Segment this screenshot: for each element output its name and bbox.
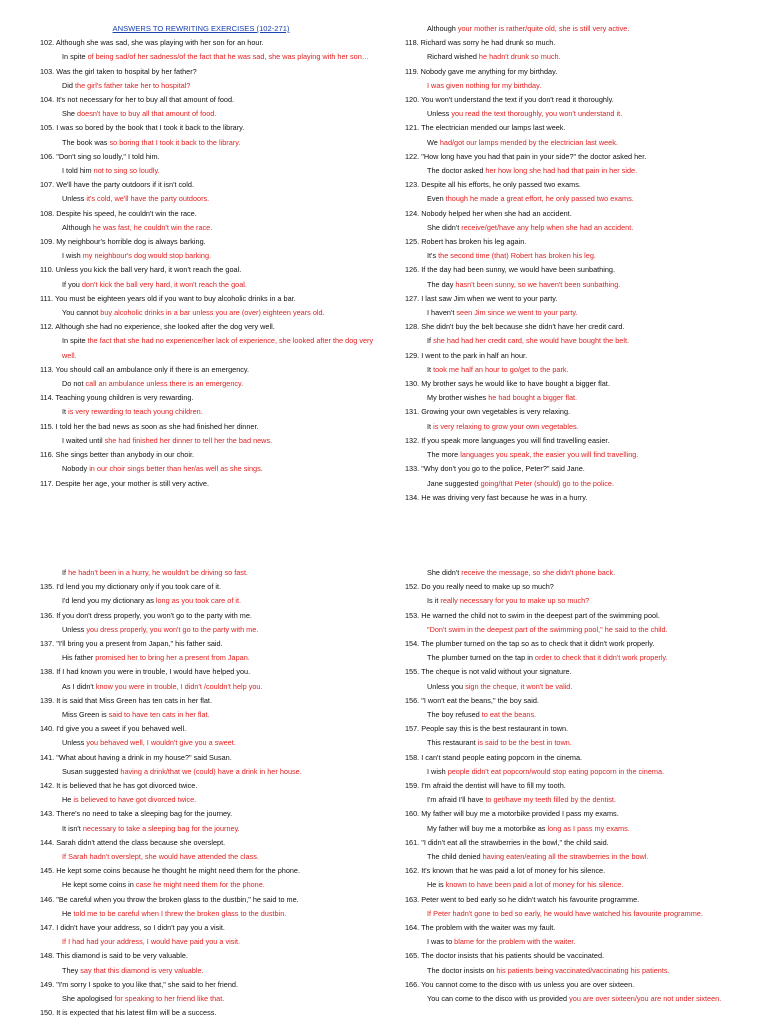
answer-text: told me to be careful when I threw the broken glass to the dustbin.: [73, 908, 287, 918]
exercise-answer: Susan suggested having a drink/that we (could) have a drink in her house.: [62, 766, 302, 776]
exercise-answer: She didn't receive the message, so she didn't phone back.: [427, 568, 616, 577]
left-column-top: [40, 22, 375, 491]
exercise-question: 165. The doctor insists that his patients should be vaccinated.: [405, 951, 605, 961]
exercise-question: 105. I was so bored by the book that I took it back to the library.: [40, 123, 245, 133]
exercise-question: 120. You won't understand the text if you don't read it thoroughly.: [405, 95, 614, 105]
answer-text: in our choir sings better than her/as well as she sings.: [89, 464, 263, 474]
exercise-question: 150. It is expected that his latest film will be a success.: [40, 1008, 217, 1018]
answer-text: long as I pass my exams.: [547, 823, 630, 833]
exercise-answer: I waited until she had finished her dinner to tell her the bad news.: [62, 435, 273, 445]
exercise-answer: His father promised her to bring her a present from Japan.: [62, 653, 250, 663]
exercise-answer: Although he was fast, he couldn't win the race.: [62, 222, 213, 232]
exercise-question: 141. "What about having a drink in my house?" said Susan.: [40, 752, 232, 762]
answer-text: having eaten/eating all the strawberries in the bowl.: [482, 852, 649, 862]
left-column-bottom: [40, 566, 380, 1021]
exercise-question: 108. Despite his speed, he couldn't win the race.: [40, 208, 197, 218]
exercise-question: 123. Despite all his efforts, he only passed two exams.: [405, 180, 581, 190]
exercise-answer: The doctor asked her how long she had had that pain in her side.: [427, 166, 638, 176]
exercise-answer: You can come to the disco with us provided you are over sixteen/you are not under sixteen.: [427, 994, 722, 1004]
exercise-question: 161. "I didn't eat all the strawberries in the bowl," the child said.: [405, 837, 609, 847]
answer-text: is very rewarding to teach young children.: [68, 407, 203, 417]
exercise-question: 162. It's known that he was paid a lot of money for his silence.: [405, 866, 606, 876]
exercise-answer: We had/got our lamps mended by the electrician last week.: [427, 137, 618, 147]
answer-text: took me half an hour to go/get to the park.: [433, 364, 569, 374]
exercise-answer: I wish people didn't eat popcorn/would stop eating popcorn in the cinema.: [427, 766, 665, 776]
exercise-question: 153. He warned the child not to swim in the deepest part of the swimming pool.: [405, 610, 660, 620]
exercise-answer: I wish my neighbour's dog would stop barking.: [62, 251, 212, 261]
exercise-question: 116. She sings better than anybody in our choir.: [40, 450, 195, 460]
exercise-answer: Richard wished he hadn't drunk so much.: [427, 52, 561, 62]
exercise-question: 112. Although she had no experience, she looked after the dog very well.: [40, 322, 275, 332]
exercise-answer: My father will buy me a motorbike as long as I pass my exams.: [427, 823, 630, 833]
exercise-answer: If you don't kick the ball very hard, it won't reach the goal.: [62, 279, 247, 289]
exercise-question: 122. "How long have you had that pain in your side?" the doctor asked her.: [405, 151, 647, 161]
exercise-question: 114. Teaching young children is very rewarding.: [40, 393, 194, 403]
exercise-answer: He told me to be careful when I threw the broken glass to the dustbin.: [62, 908, 287, 918]
exercise-question: 128. She didn't buy the belt because she didn't have her credit card.: [405, 322, 625, 332]
answer-text: long as you took care of it.: [155, 596, 242, 606]
exercise-question: 143. There's no need to take a sleeping bag for the journey.: [40, 809, 233, 819]
exercise-answer: Did the girl's father take her to hospital?: [62, 80, 191, 90]
answer-text: don't kick the ball very hard, it won't reach the goal.: [81, 279, 247, 289]
exercise-answer: He kept some coins in case he might need them for the phone.: [62, 880, 265, 890]
answer-text: so boring that I took it back to the library.: [109, 137, 241, 147]
exercise-answer: I was to blame for the problem with the waiter.: [427, 937, 576, 947]
exercise-question: 136. If you don't dress properly, you won't go to the party with me.: [40, 610, 252, 620]
exercise-question: 131. Growing your own vegetables is very relaxing.: [405, 407, 571, 417]
exercise-question: 118. Richard was sorry he had drunk so much.: [405, 38, 556, 48]
answer-text: seen Jim since we went to your party.: [456, 308, 578, 318]
answer-text: is believed to have got divorced twice.: [73, 795, 197, 805]
answer-text: said to have ten cats in her flat.: [108, 710, 210, 720]
answer-text: he hadn't drunk so much.: [478, 52, 561, 62]
exercise-answer: The more languages you speak, the easier you will find travelling.: [427, 450, 639, 460]
exercise-question: 145. He kept some coins because he thought he might need them for the phone.: [40, 866, 301, 876]
exercise-answer: [40, 935, 380, 949]
answer-text: for speaking to her friend like that.: [114, 994, 225, 1004]
exercise-question: 111. You must be eighteen years old if you want to buy alcoholic drinks in a bar.: [40, 293, 296, 303]
exercise-question: 146. "Be careful when you throw the broken glass to the dustbin," he said to me.: [40, 894, 299, 904]
exercise-question: 117. Despite her age, your mother is still very active.: [40, 478, 209, 488]
exercise-answer: Nobody in our choir sings better than her/as well as she sings.: [62, 464, 263, 474]
exercise-question: 107. We'll have the party outdoors if it isn't cold.: [40, 180, 194, 190]
exercise-answer: Unless you behaved well, I wouldn't give you a sweet.: [62, 738, 236, 748]
exercise-answer: Is it really necessary for you to make up so much?: [427, 596, 590, 606]
answer-text: to eat the beans.: [481, 710, 537, 720]
exercise-question: 166. You cannot come to the disco with us unless you are over sixteen.: [405, 979, 635, 989]
answer-text: hasn't been sunny, so we haven't been sunbathing.: [455, 279, 621, 289]
exercise-answer: She apologised for speaking to her friend like that.: [62, 994, 225, 1004]
exercise-question: 158. I can't stand people eating popcorn in the cinema.: [405, 752, 583, 762]
exercise-answer: It isn't necessary to take a sleeping bag for the journey.: [62, 823, 240, 833]
exercise-question: 125. Robert has broken his leg again.: [405, 237, 527, 247]
exercise-answer: Unless it's cold, we'll have the party outdoors.: [62, 194, 210, 204]
exercise-question: 104. It's not necessary for her to buy all that amount of food.: [40, 95, 235, 105]
exercise-question: 110. Unless you kick the ball very hard, it won't reach the goal.: [40, 265, 242, 275]
exercise-answer: I'd lend you my dictionary as long as you took care of it.: [62, 596, 242, 606]
page-title: ANSWERS TO REWRITING EXERCISES (102-271): [112, 24, 290, 33]
answer-text: to get/have my teeth filled by the dentist.: [485, 795, 616, 805]
exercise-question: 102. Although she was sad, she was playing with her son for an hour.: [40, 38, 264, 48]
answer-text: known to have been paid a lot of money for his silence.: [445, 880, 624, 890]
answer-text: order to check that it didn't work properly.: [534, 653, 668, 663]
exercise-answer: [405, 79, 750, 93]
exercise-answer: [405, 907, 750, 921]
exercise-answer: It's the second time (that) Robert has broken his leg.: [427, 251, 596, 261]
answer-text: call an ambulance unless there is an emergency.: [85, 379, 244, 389]
answer-text: say that this diamond is very valuable.: [80, 965, 204, 975]
exercise-question: 147. I didn't have your address, so I didn't pay you a visit.: [40, 923, 225, 933]
answer-text: though he made a great effort, he only passed two exams.: [445, 194, 634, 204]
answer-text: languages you speak, the easier you will find travelling.: [460, 450, 639, 460]
exercise-question: 160. My father will buy me a motorbike provided I pass my exams.: [405, 809, 619, 819]
exercise-question: 140. I'd give you a sweet if you behaved well.: [40, 724, 187, 734]
answer-text: people didn't eat popcorn/would stop eating popcorn in the cinema.: [447, 766, 665, 776]
answer-text: of being sad/of her sadness/of the fact that he was sad, she was playing with her son…: [87, 52, 370, 62]
exercise-question: 163. Peter went to bed early so he didn't watch his favourite programme.: [405, 894, 640, 904]
answer-text: he was fast, he couldn't win the race.: [92, 222, 213, 232]
answer-text: her how long she had had that pain in her side.: [485, 166, 638, 176]
exercise-answer: The book was so boring that I took it back to the library.: [62, 137, 241, 147]
exercise-answer: If he hadn't been in a hurry, he wouldn't be driving so fast.: [62, 568, 249, 577]
exercise-answer: She didn't receive/get/have any help when she had an accident.: [427, 222, 634, 232]
page-bottom: [0, 512, 768, 1024]
exercise-answer: He is known to have been paid a lot of money for his silence.: [427, 880, 624, 890]
exercise-answer: [40, 850, 380, 864]
exercise-answer: You cannot buy alcoholic drinks in a bar unless you are (over) eighteen years old.: [62, 308, 325, 318]
answer-text: the second time (that) Robert has broken his leg.: [438, 251, 596, 261]
exercise-question: 152. Do you really need to make up so much?: [405, 582, 554, 592]
exercise-question: 124. Nobody helped her when she had an accident.: [405, 208, 572, 218]
exercise-answer: Even though he made a great effort, he only passed two exams.: [427, 194, 634, 204]
answer-text: is very relaxing to grow your own vegetables.: [433, 421, 579, 431]
exercise-answer: The doctor insists on his patients being vaccinated/vaccinating his patients.: [427, 965, 670, 975]
exercise-answer: The plumber turned on the tap in order to check that it didn't work properly.: [427, 653, 668, 663]
exercise-answer: In spite of being sad/of her sadness/of the fact that he was sad, she was playing with her son…: [62, 52, 370, 62]
answer-text: you behaved well, I wouldn't give you a sweet.: [86, 738, 236, 748]
exercise-answer: They say that this diamond is very valuable.: [62, 965, 204, 975]
answer-text: buy alcoholic drinks in a bar unless you are (over) eighteen years old.: [100, 308, 325, 318]
exercise-question: 113. You should call an ambulance only if there is an emergency.: [40, 364, 250, 374]
exercise-answer: Unless you sign the cheque, it won't be valid.: [427, 681, 573, 691]
answer-text: you dress properly, you won't go to the party with me.: [86, 624, 259, 634]
exercise-answer: Miss Green is said to have ten cats in her flat.: [62, 710, 210, 720]
answer-text: know you were in trouble, I didn't /couldn't help you.: [95, 681, 263, 691]
exercise-answer: As I didn't know you were in trouble, I didn't /couldn't help you.: [62, 681, 263, 691]
answer-text: receive/get/have any help when she had an accident.: [461, 222, 634, 232]
answer-text: promised her to bring her a present from Japan.: [95, 653, 250, 663]
exercise-answer: Although your mother is rather/quite old, she is still very active.: [427, 24, 630, 33]
exercise-question: 148. This diamond is said to be very valuable.: [40, 951, 188, 961]
exercise-answer: Do not call an ambulance unless there is an emergency.: [62, 379, 244, 389]
exercise-answer: She doesn't have to buy all that amount of food.: [62, 109, 217, 119]
answer-text: his patients being vaccinated/vaccinating his patients.: [496, 965, 670, 975]
answer-text: If Sarah hadn't overslept, she would have attended the class.: [62, 852, 259, 862]
exercise-question: 139. It is said that Miss Green has ten cats in her flat.: [40, 695, 212, 705]
exercise-question: 121. The electrician mended our lamps last week.: [405, 123, 566, 133]
answer-text: If Peter hadn't gone to bed so early, he would have watched his favourite programme.: [427, 908, 703, 918]
exercise-answer: The day hasn't been sunny, so we haven't been sunbathing.: [427, 279, 621, 289]
answer-text: having a drink/that we (could) have a drink in her house.: [120, 766, 302, 776]
exercise-question: 142. It is believed that he has got divorced twice.: [40, 781, 198, 791]
answer-text: case he might need them for the phone.: [135, 880, 265, 890]
exercise-question: 154. The plumber turned on the tap so as to check that it didn't work properly.: [405, 639, 655, 649]
exercise-question: 156. "I won't eat the beans," the boy said.: [405, 695, 539, 705]
exercise-answer: [405, 623, 750, 637]
answer-text: she had had her credit card, she would have bought the belt.: [433, 336, 630, 346]
exercise-question: 119. Nobody gave me anything for my birthday.: [405, 66, 558, 76]
answer-text: necessary to take a sleeping bag for the journey.: [82, 823, 240, 833]
exercise-answer: If she had had her credit card, she would have bought the belt.: [427, 336, 630, 346]
answer-text: doesn't have to buy all that amount of food.: [77, 109, 217, 119]
answer-text: not to sing so loudly.: [93, 166, 160, 176]
exercise-answer: Jane suggested going/that Peter (should) go to the police.: [427, 478, 615, 488]
answer-text: sign the cheque, it won't be valid.: [465, 681, 573, 691]
exercise-answer: I'm afraid I'll have to get/have my teeth filled by the dentist.: [427, 795, 616, 805]
exercise-answer: Unless you read the text thoroughly, you won't understand it.: [427, 109, 623, 119]
answer-text: he had bought a bigger flat.: [488, 393, 578, 403]
exercise-question: 164. The problem with the waiter was my fault.: [405, 923, 556, 933]
exercise-question: 115. I told her the bad news as soon as she had finished her dinner.: [40, 421, 259, 431]
exercise-answer: This restaurant is said to be the best in town.: [427, 738, 572, 748]
exercise-question: 137. "I'll bring you a present from Japan," his father said.: [40, 639, 223, 649]
answer-text: is said to be the best in town.: [477, 738, 572, 748]
exercise-answer: My brother wishes he had bought a bigger flat.: [427, 393, 578, 403]
exercise-question: 135. I'd lend you my dictionary only if you took care of it.: [40, 582, 222, 592]
answer-text: the fact that she had no experience/her lack of experience, she looked after the dog very well.: [62, 336, 374, 360]
answer-text: I was given nothing for my birthday.: [427, 80, 542, 90]
exercise-question: 109. My neighbour's horrible dog is always barking.: [40, 237, 206, 247]
answer-text: had/got our lamps mended by the electrician last week.: [439, 137, 618, 147]
exercise-answer: It is very rewarding to teach young children.: [62, 407, 203, 417]
exercise-answer: The child denied having eaten/eating all the strawberries in the bowl.: [427, 852, 649, 862]
answer-text: it's cold, we'll have the party outdoors.: [86, 194, 210, 204]
answer-text: If I had had your address, I would have paid you a visit.: [62, 937, 241, 947]
answer-text: "Don't swim in the deepest part of the swimming pool," he said to the child.: [427, 624, 668, 634]
exercise-question: 132. If you speak more languages you will find travelling easier.: [405, 435, 610, 445]
exercise-answer: He is believed to have got divorced twice.: [62, 795, 197, 805]
exercise-question: 127. I last saw Jim when we went to your party.: [405, 293, 558, 303]
answer-text: my neighbour's dog would stop barking.: [82, 251, 212, 261]
answer-text: she had finished her dinner to tell her the bad news.: [104, 435, 273, 445]
right-column-bottom: [405, 566, 750, 1006]
answer-text: really necessary for you to make up so much?: [440, 596, 590, 606]
exercise-question: 144. Sarah didn't attend the class because she overslept.: [40, 837, 226, 847]
exercise-answer: Unless you dress properly, you won't go to the party with me.: [62, 624, 259, 634]
exercise-question: 159. I'm afraid the dentist will have to fill my tooth.: [405, 781, 566, 791]
exercise-question: 133. "Why don't you go to the police, Peter?" said Jane.: [405, 464, 585, 474]
exercise-question: 106. "Don't sing so loudly," I told him.: [40, 151, 160, 161]
exercise-answer: It is very relaxing to grow your own vegetables.: [427, 421, 579, 431]
exercise-question: 157. People say this is the best restaurant in town.: [405, 724, 569, 734]
right-column-top: [405, 22, 750, 505]
exercise-answer: I told him not to sing so loudly.: [62, 166, 160, 176]
exercise-answer: It took me half an hour to go/get to the park.: [427, 364, 569, 374]
exercise-question: 103. Was the girl taken to hospital by her father?: [40, 66, 197, 76]
exercise-question: 129. I went to the park in half an hour.: [405, 350, 528, 360]
exercise-answer: I haven't seen Jim since we went to your party.: [427, 308, 578, 318]
answer-text: the girl's father take her to hospital?: [74, 80, 191, 90]
exercise-question: 149. "I'm sorry I spoke to you like that," she said to her friend.: [40, 979, 239, 989]
exercise-question: 126. If the day had been sunny, we would have been sunbathing.: [405, 265, 616, 275]
exercise-question: 130. My brother says he would like to have bought a bigger flat.: [405, 379, 610, 389]
exercise-question: 155. The cheque is not valid without your signature.: [405, 667, 572, 677]
exercise-answer: In spite the fact that she had no experience/her lack of experience, she looked after the dog very well.: [62, 336, 374, 360]
exercise-question: 134. He was driving very fast because he was in a hurry.: [405, 492, 588, 502]
answer-text: going/that Peter (should) go to the police.: [480, 478, 615, 488]
answer-text: blame for the problem with the waiter.: [454, 937, 576, 947]
exercise-question: 138. If I had known you were in trouble, I would have helped you.: [40, 667, 251, 677]
answer-text: you are over sixteen/you are not under sixteen.: [569, 994, 722, 1004]
answer-text: you read the text thoroughly, you won't understand it.: [451, 109, 623, 119]
exercise-answer: The boy refused to eat the beans.: [427, 710, 537, 720]
